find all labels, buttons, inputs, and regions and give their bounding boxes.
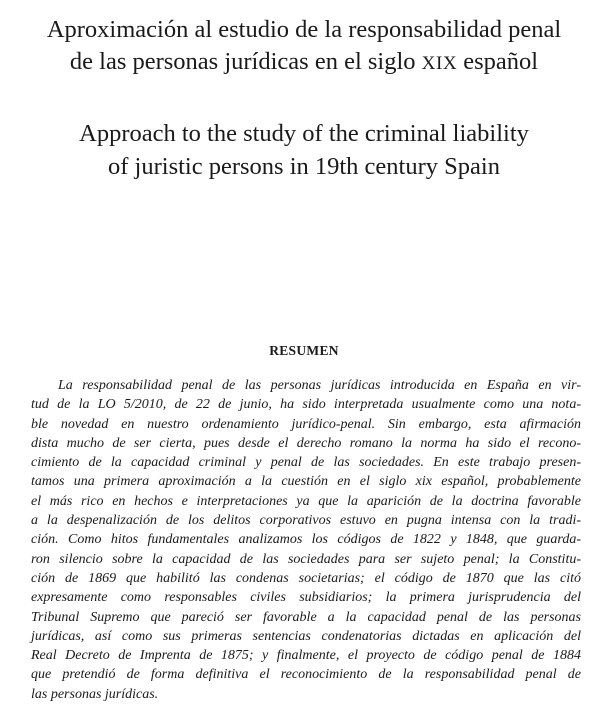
- title-english: [0, 117, 608, 183]
- abstract-line: dista mucho de ser cierta, pues desde el derecho romano la norma ha sido el recono-: [31, 435, 581, 451]
- abstract-line: expresamente como responsables civiles subsidiarios; la primera jurisprudencia del: [31, 590, 581, 606]
- title-spanish: [0, 14, 608, 80]
- abstract-line: que pretendió de forma definitiva el reconocimiento de la responsabilidad penal de: [31, 667, 581, 683]
- abstract-line: ble novedad en nuestro ordenamiento jurídico-penal. Sin embargo, esta afirmación: [31, 416, 581, 432]
- title-spanish-line-1: Aproximación al estudio de la responsabilidad penal: [46, 16, 562, 43]
- abstract-line: las personas jurídicas.: [31, 686, 159, 702]
- title-spanish-line-2-end: español: [457, 48, 539, 75]
- abstract-line: ción de 1869 que habilitó las condenas societarias; el código de 1870 que las citó: [31, 570, 581, 586]
- abstract-line: tud de la LO 5/2010, de 22 de junio, ha sido interpretada usualmente como una nota-: [31, 397, 581, 413]
- abstract-body: [31, 376, 581, 704]
- abstract-line: ción. Como hitos fundamentales analizamos los códigos de 1822 y 1848, que guarda-: [31, 532, 581, 548]
- abstract-line: Tribunal Supremo que pareció ser favorable a la capacidad penal de las personas: [31, 609, 581, 625]
- title-english-line-2: of juristic persons in 19th century Spain: [108, 153, 500, 180]
- abstract-line: a la despenalización de los delitos corporativos estuvo en pugna intensa con la tradi-: [31, 513, 581, 529]
- abstract-heading: RESUMEN: [269, 343, 339, 358]
- abstract-line: tamos una primera aproximación a la cuestión en el siglo xix español, probablemente: [31, 474, 581, 490]
- abstract-line: Real Decreto de Imprenta de 1875; y finalmente, el proyecto de código penal de 1884: [31, 648, 581, 664]
- abstract-line: el más rico en hechos e interpretaciones ya que la aparición de la doctrina favorable: [31, 493, 581, 509]
- title-spanish-line-2-start: de las personas jurídicas en el siglo: [69, 48, 422, 75]
- abstract-line: ron silencio sobre la capacidad de las sociedades para ser sujeto penal; la Constitu-: [31, 551, 581, 567]
- abstract-line: cimiento de la capacidad criminal y penal de las sociedades. En este trabajo presen-: [31, 455, 581, 471]
- title-spanish-line-2: [0, 46, 608, 80]
- abstract-line: La responsabilidad penal de las personas jurídicas introducida en España en vir-: [58, 378, 581, 393]
- title-english-line-1: Approach to the study of the criminal liability: [79, 120, 529, 147]
- abstract-line: jurídicas, así como sus primeras sentencias condenatorias dictadas en aplicación del: [31, 628, 581, 644]
- title-spanish-century-numeral: XIX: [421, 53, 458, 74]
